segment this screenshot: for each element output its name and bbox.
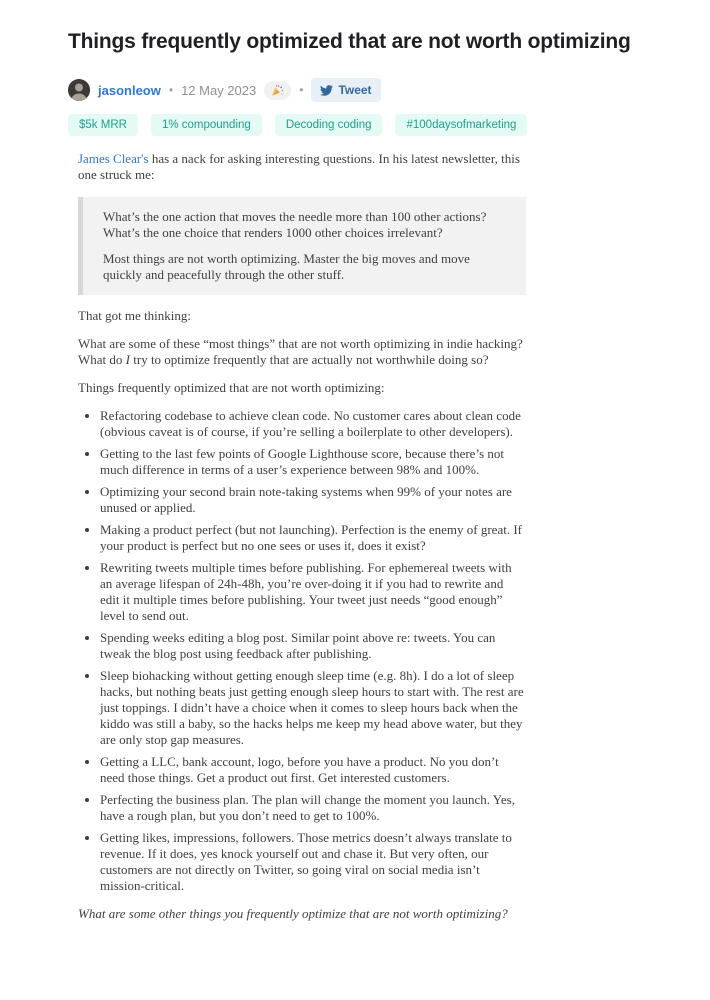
tag-1pct-compounding[interactable]: 1% compounding [151,114,262,136]
tag-100daysofmarketing[interactable]: #100daysofmarketing [395,114,527,136]
list-item: • Spending weeks editing a blog post. Similar point above re: tweets. You can tweak the blog post using feedback after publishing. [100,630,526,662]
tag-5k-mrr[interactable]: $5k MRR [68,114,138,136]
list-item: • Making a product perfect (but not launching). Perfection is the enemy of great. If your product is perfect but no one sees or uses it, does it exist? [100,522,526,554]
list-item: • Refactoring codebase to achieve clean code. No customer cares about clean code (obvious caveat is of course, if you’re selling a boilerplate to other developers). [100,408,526,440]
list-item: • Getting a LLC, bank account, logo, before you have a product. No you don’t need those things. Get a product out first. Get interested customers. [100,754,526,786]
list-intro-paragraph: Things frequently optimized that are not worth optimizing: [78,380,385,395]
optimizations-list [78,408,526,894]
tag-decoding-coding[interactable]: Decoding coding [275,114,383,136]
question-paragraph [78,336,526,368]
newsletter-blockquote [78,197,526,295]
list-item: • Getting likes, impressions, followers. Those metrics doesn’t always translate to revenue. If it does, yes knock yourself out and chase it. But very often, our customers are not directly on Twitter, so going viral on social media isn’t mission-critical. [100,830,526,894]
intro-text: has a nack for asking interesting questions. In his latest newsletter, this one struck me: [78,151,520,182]
quote-paragraph: Most things are not worth optimizing. Master the big moves and move quickly and peacefully through the other stuff. [103,251,470,282]
post-date: 12 May 2023 [181,82,257,98]
question-text: try to optimize frequently that are actually not worthwhile doing so? [130,352,489,367]
list-item: • Getting to the last few points of Google Lighthouse score, because there’s not much difference in terms of a user’s experience between 98% and 100%. [100,446,526,478]
closing-question-paragraph: What are some other things you frequently optimize that are not worth optimizing? [78,906,508,921]
twitter-icon [320,84,333,97]
person-avatar-icon [68,79,90,101]
page-title: Things frequently optimized that are not worth optimizing [68,30,631,53]
thinking-paragraph: That got me thinking: [78,308,192,323]
question-text: What are some of these “most things” that are not worth optimizing in indie hacking? What do [78,336,523,367]
byline-separator: • [168,83,174,97]
author-link[interactable]: jasonleow [98,82,161,98]
byline [68,78,650,102]
celebration-reaction-chip[interactable] [264,81,291,100]
article-body [78,151,526,922]
intro-paragraph [78,151,526,183]
list-item: • Sleep biohacking without getting enough sleep time (e.g. 8h). I do a lot of sleep hacks, but nothing beats just getting enough sleep hours to start with. The rest are just toppings. I didn’t have a choice when it comes to sleep hours back when the kiddo was still a baby, so the hacks helps me keep my head above water, but they are only stop gap measures. [100,668,526,748]
quote-paragraph: What’s the one action that moves the needle more than 100 other actions? What’s the one choice that renders 1000 other choices irrelevant? [103,209,487,240]
avatar[interactable] [68,79,90,101]
tweet-button[interactable] [311,78,380,102]
byline-separator: • [299,83,304,97]
question-italic-word: I [125,352,130,367]
list-item: • Optimizing your second brain note-taking systems when 99% of your notes are unused or applied. [100,484,526,516]
tag-list [68,114,650,136]
list-item: • Rewriting tweets multiple times before publishing. For ephemereal tweets with an average lifespan of 24h-48h, you’re over-doing it if you had to rewrite and edit it multiple times before publishing. Your tweet just needs “good enough” level to send out. [100,560,526,624]
party-popper-icon [271,84,284,97]
james-clear-link[interactable]: James Clear's [78,151,149,166]
list-item: • Perfecting the business plan. The plan will change the moment you launch. Yes, have a rough plan, but you don’t need to get to 100%. [100,792,526,824]
tweet-button-label: Tweet [338,83,372,97]
